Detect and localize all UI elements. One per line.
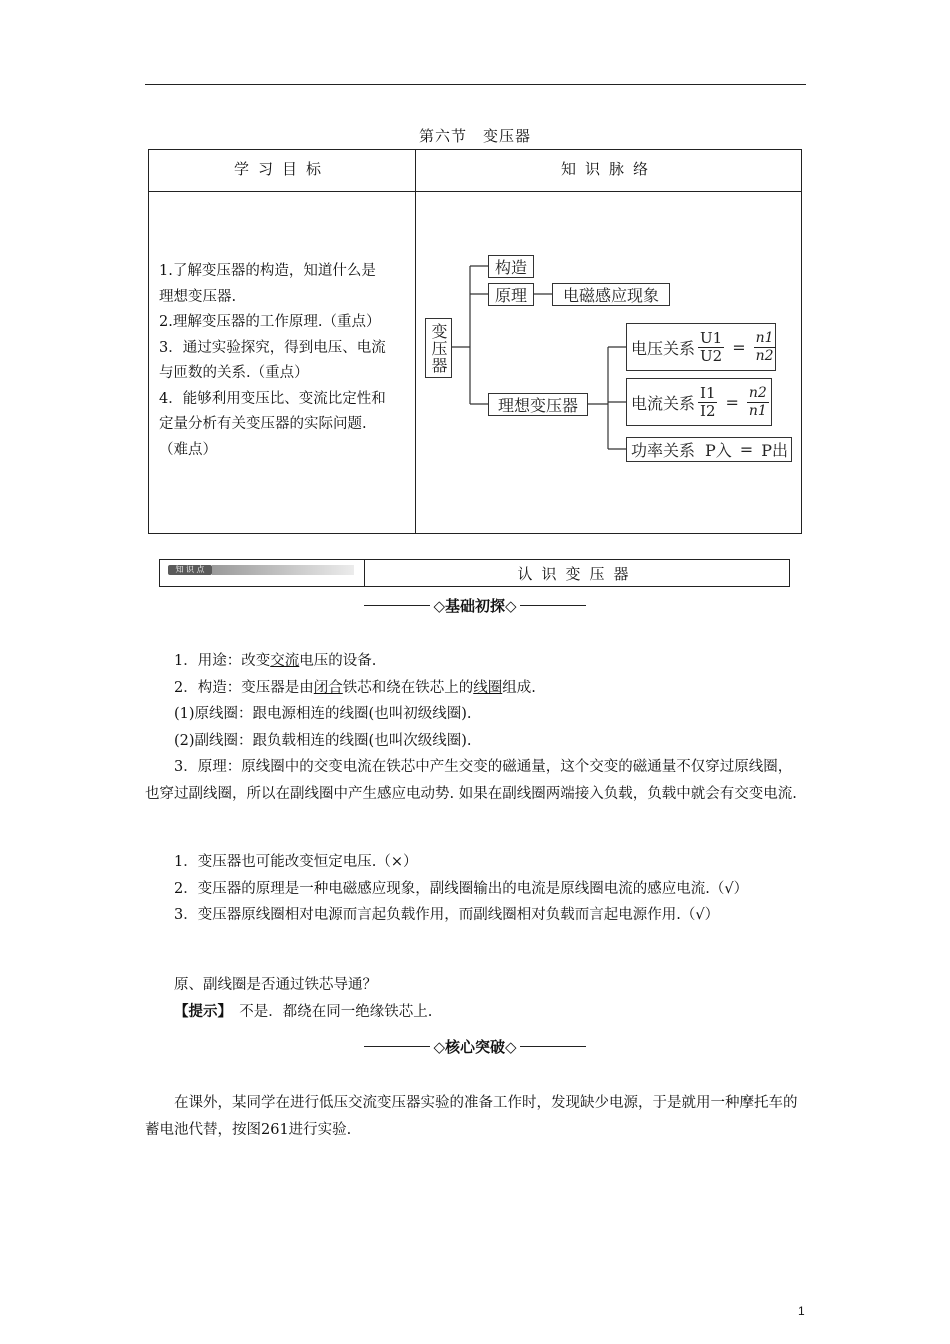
hint-text: 不是．都绕在同一绝缘铁芯上. [224, 1003, 433, 1020]
banner-basic-text: ◇基础初探◇ [433, 597, 517, 615]
page-number: 1 [798, 1304, 805, 1318]
banner-core-text: ◇核心突破◇ [433, 1038, 517, 1056]
hint-line [145, 999, 806, 1026]
header-learning-goals: 学习目标 [233, 160, 330, 178]
map-root-node [425, 318, 452, 378]
judgment-item: 3．变压器原线圈相对电源而言起负载作用，而副线圈相对负载而言起电源作用.（√） [174, 907, 720, 923]
construction-text: 2．构造：变压器是由 [174, 679, 314, 696]
core-paragraph: 在课外，某同学在进行低压交流变压器实验的准备工作时，发现缺少电源，于是就用一种摩托车的蓄电池代替，按图261进行实验. [145, 1095, 798, 1138]
power-label: 功率关系 [631, 441, 696, 460]
question-block [145, 972, 806, 1025]
usage-line [145, 648, 806, 675]
banner-basic [0, 595, 950, 616]
goal-line: 与匝数的关系.（重点） [159, 365, 309, 381]
usage-text: 1．用途：改变 [174, 653, 271, 669]
map-voltage-node [626, 323, 776, 371]
power-out: P出 [761, 441, 788, 460]
core-content [145, 1090, 806, 1143]
usage-text-end: 电压的设备. [299, 653, 377, 669]
map-principle-node: 原理 [488, 283, 534, 306]
voltage-label: 电压关系 [631, 338, 696, 358]
voltage-ratio-numerator: n1 [755, 329, 774, 346]
map-principle-detail-node: 电磁感应现象 [552, 283, 670, 306]
voltage-ratio [754, 330, 776, 365]
current-numerator: I1 [700, 383, 716, 402]
question-text: 原、副线圈是否通过铁芯导通？ [174, 977, 377, 993]
map-power-node [626, 437, 792, 462]
power-in: P入 [705, 441, 732, 460]
map-current-node [626, 378, 772, 426]
map-root-label: 变压器 [429, 322, 448, 374]
current-label: 电流关系 [631, 393, 696, 413]
map-construction-node: 构造 [488, 255, 534, 278]
section-title: 第六节 变压器 [418, 127, 531, 145]
knowledge-point-bar [159, 559, 790, 587]
hint-label: 【提示】 [174, 1002, 225, 1020]
knowledge-point-gradient [212, 565, 354, 575]
construction-underlined-2: 线圈 [473, 679, 503, 696]
voltage-equals: = [732, 337, 746, 357]
map-ideal-node: 理想变压器 [488, 393, 588, 416]
judgment-list [145, 849, 806, 929]
judgment-item: 1．变压器也可能改变恒定电压.（×） [174, 854, 418, 870]
banner-line-right [520, 1046, 586, 1047]
voltage-fraction [698, 330, 724, 365]
current-fraction [698, 385, 717, 420]
secondary-coil-line: (2)副线圈：跟负载相连的线圈(也叫次级线圈). [174, 732, 472, 749]
goal-line: 1.了解变压器的构造，知道什么是 [159, 263, 376, 279]
basic-content [145, 648, 806, 807]
construction-text-mid: 铁芯和绕在铁芯上的 [342, 679, 474, 696]
knowledge-point-title: 认识变压器 [517, 565, 638, 583]
principle-paragraph: 3．原理：原线圈中的交变电流在铁芯中产生交变的磁通量，这个交变的磁通量不仅穿过原线圈，也穿过副线圈，所以在副线圈中产生感应电动势. 如果在副线圈两端接入负载，负载中就会有交变电流. [145, 759, 797, 802]
voltage-numerator: U1 [700, 328, 723, 347]
goal-line: 定量分析有关变压器的实际问题. [159, 416, 367, 432]
knowledge-point-tag: 知 识 点 [168, 565, 212, 575]
voltage-ratio-denominator: n2 [755, 347, 774, 364]
current-ratio-denominator: n1 [748, 402, 767, 419]
construction-line [145, 675, 806, 702]
usage-underlined: 交流 [270, 653, 300, 669]
voltage-denominator: U2 [700, 346, 723, 365]
header-knowledge-map: 知识脉络 [560, 160, 657, 178]
banner-line-right [520, 605, 586, 606]
current-equals: = [725, 392, 739, 412]
goal-line: （难点） [159, 441, 217, 458]
goal-line: 4．能够利用变压比、变流比定性和 [159, 390, 386, 407]
goal-line: 2.理解变压器的工作原理.（重点） [159, 314, 381, 330]
banner-line-left [364, 1046, 430, 1047]
power-equals: = [739, 440, 754, 459]
current-denominator: I2 [700, 401, 716, 420]
knowledge-map-connectors [0, 0, 950, 560]
goal-line: 理想变压器. [159, 288, 237, 305]
construction-text-end: 组成. [502, 679, 536, 696]
banner-core [0, 1036, 950, 1057]
current-ratio [747, 385, 769, 420]
goal-line: 3．通过实验探究，得到电压、电流 [159, 339, 386, 356]
judgment-item: 2．变压器的原理是一种电磁感应现象，副线圈输出的电流是原线圈电流的感应电流.（√） [174, 880, 749, 897]
primary-coil-line: (1)原线圈：跟电源相连的线圈(也叫初级线圈). [174, 706, 472, 722]
current-ratio-numerator: n2 [748, 384, 767, 401]
banner-line-left [364, 605, 430, 606]
construction-underlined-1: 闭合 [313, 679, 343, 696]
